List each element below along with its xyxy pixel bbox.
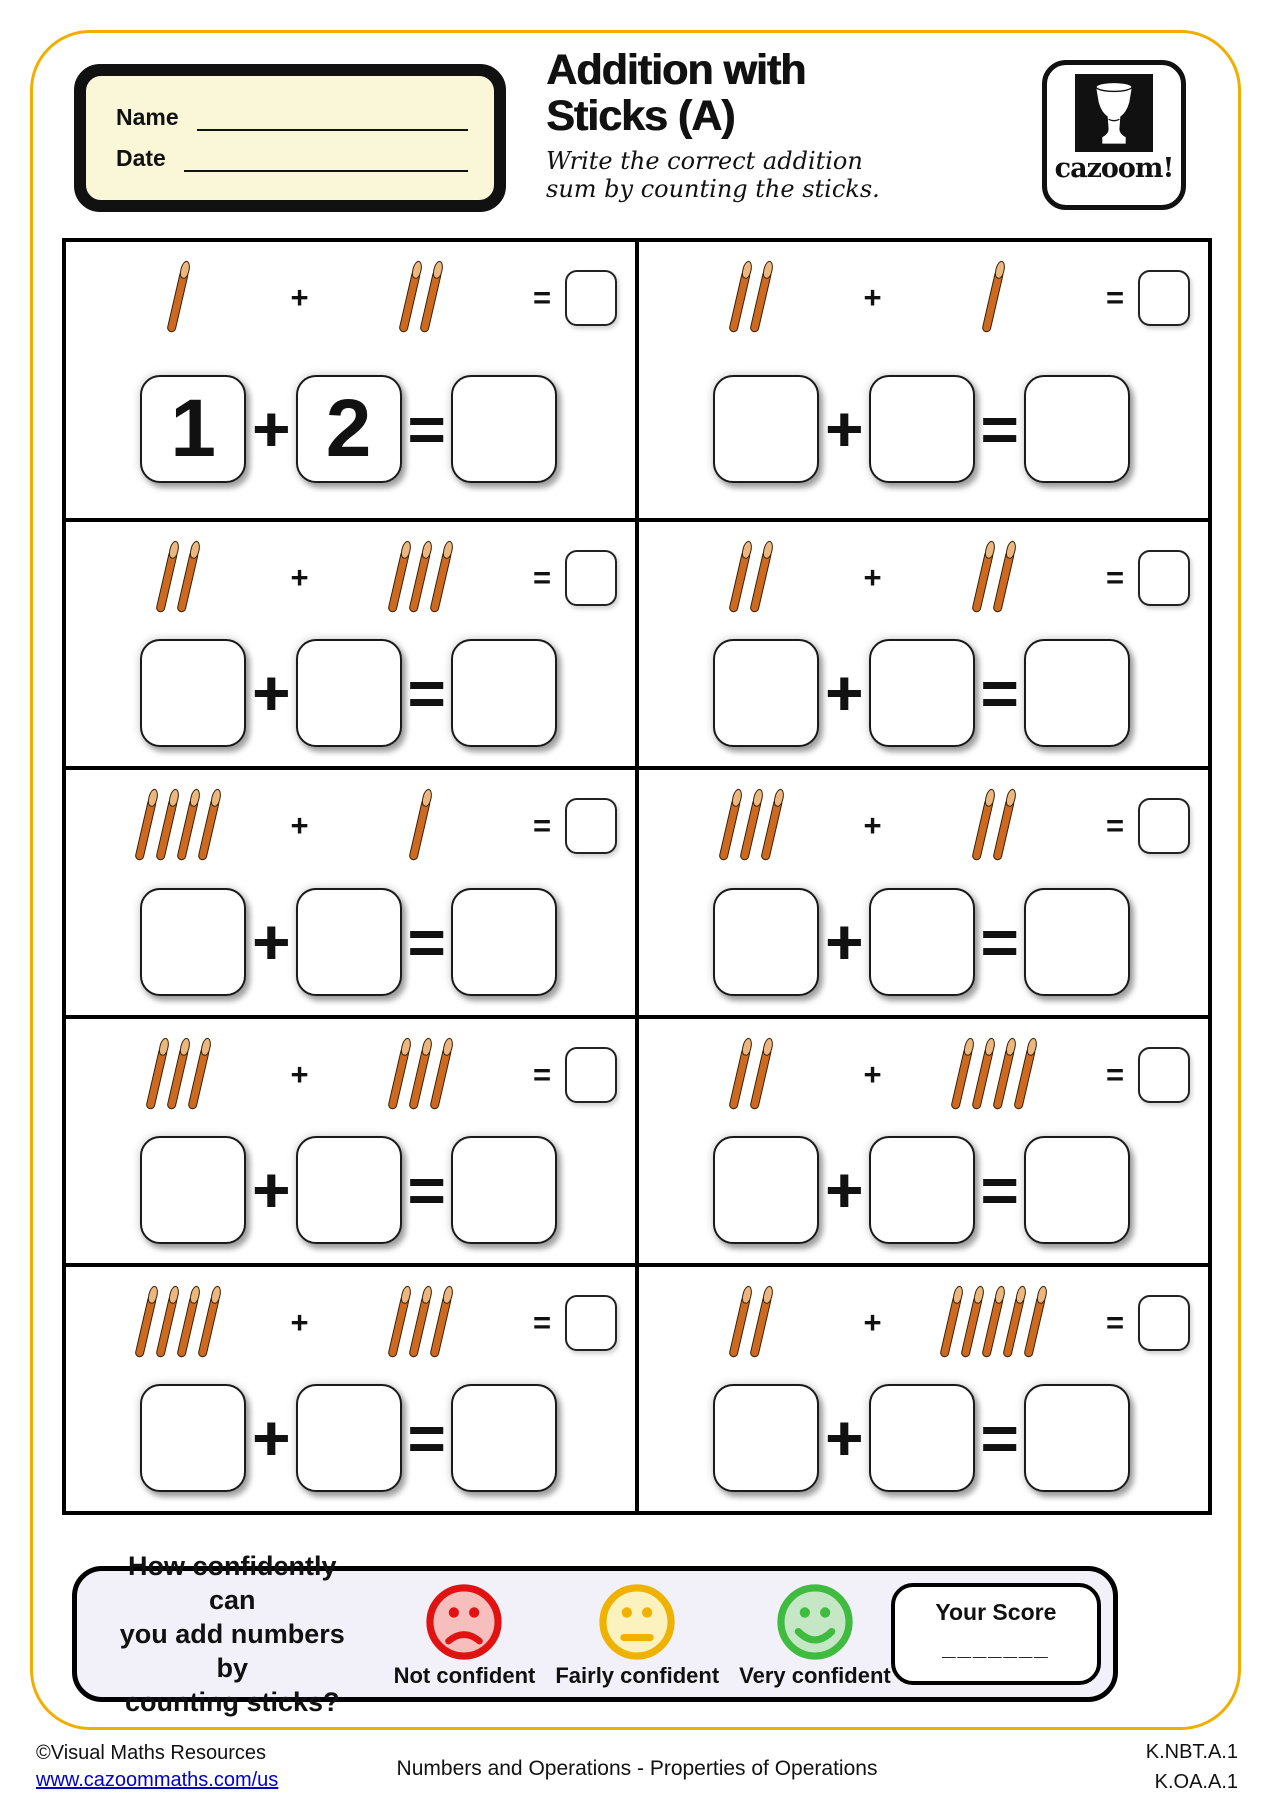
addend-b-sticks [896,1286,1093,1360]
sticks-answer-box[interactable] [565,1047,617,1103]
problem-cell-6 [637,768,1210,1017]
number-box-filled: 2 [296,375,402,483]
number-equation [653,874,1190,1009]
number-box-empty[interactable] [296,888,402,996]
problem-cell-7 [64,1017,637,1265]
plus-sign: + [863,560,882,595]
equals-sign: = [407,393,445,465]
sad-face-icon [421,1579,507,1665]
addend-a-sticks [80,789,277,863]
equals-sign: = [407,1154,445,1226]
confidence-options [394,1579,891,1689]
equals-sign: = [980,657,1018,729]
sticks-equation [80,778,617,874]
sticks-answer-box[interactable] [1138,1295,1190,1351]
problem-cell-9 [64,1265,637,1513]
equals-sign: = [980,905,1018,978]
number-box-empty[interactable] [713,639,819,747]
sticks-answer-box[interactable] [565,550,617,606]
number-equation [653,626,1190,760]
score-blank-line[interactable]: _______ [942,1634,1050,1661]
stick-icon [406,788,435,863]
number-box-empty[interactable] [713,1384,819,1492]
addend-a-sticks [653,541,850,615]
number-box-empty[interactable] [140,1384,246,1492]
plus-sign: + [290,560,309,595]
stick-icon [979,260,1008,335]
number-equation [80,874,617,1009]
plus-sign: + [863,280,882,315]
sticks-answer-box[interactable] [565,798,617,854]
problem-cell-5 [64,768,637,1017]
equals-sign: = [980,1154,1018,1226]
standard-code-1: K.NBT.A.1 [1145,1741,1238,1763]
addend-b-sticks [323,541,520,615]
logo-wordmark: cazoom! [1054,153,1174,184]
number-box-empty[interactable] [296,1384,402,1492]
number-box-empty[interactable] [1024,1384,1130,1492]
number-box-empty[interactable] [296,639,402,747]
name-label: Name [116,104,179,130]
plus-sign: + [252,1402,290,1474]
plus-sign: + [290,1305,309,1340]
plus-sign: + [252,657,290,729]
number-box-empty[interactable] [140,639,246,747]
number-box-empty[interactable] [869,639,975,747]
sticks-equation [653,778,1190,874]
addend-a-sticks [80,1038,277,1112]
problems-grid [62,238,1212,1515]
addend-a-sticks [653,789,850,863]
addend-b-sticks [323,1038,520,1112]
number-box-empty[interactable] [1024,375,1130,483]
confidence-option-neutral[interactable] [555,1579,719,1689]
confidence-label: Very confident [739,1663,891,1688]
standard-code-2: K.OA.A.1 [1154,1771,1238,1793]
plus-sign: + [825,393,863,465]
problem-cell-4 [637,520,1210,768]
plus-sign: + [290,280,309,315]
number-box-empty[interactable] [451,1136,557,1244]
page-title-line-1: Addition with [546,46,806,94]
addend-a-sticks [80,261,277,335]
equals-sign: = [407,1402,445,1474]
plus-sign: + [863,808,882,843]
addend-b-sticks [323,261,520,335]
title-block [546,48,946,204]
equals-sign: = [1105,560,1125,595]
score-box [891,1583,1101,1685]
confidence-option-sad[interactable] [394,1579,536,1689]
problem-cell-2 [637,240,1210,520]
name-input-line[interactable] [197,105,468,131]
instructions-line-1: Write the correct addition [546,147,863,176]
number-box-empty[interactable] [296,1136,402,1244]
copyright-text: ©Visual Maths Resources [36,1742,267,1764]
problem-cell-3 [64,520,637,768]
equals-sign: = [1105,808,1125,843]
neutral-face-icon [594,1579,680,1665]
equals-sign: = [407,657,445,729]
addend-a-sticks [653,261,850,335]
sticks-equation [80,530,617,626]
number-box-empty[interactable] [869,1136,975,1244]
number-equation [80,626,617,760]
footer-topic: Numbers and Operations - Properties of Operations [396,1757,878,1780]
addend-b-sticks [896,261,1093,335]
number-box-empty[interactable] [140,888,246,996]
equals-sign: = [980,1402,1018,1474]
problem-cell-8 [637,1017,1210,1265]
addend-a-sticks [80,1286,277,1360]
problem-cell-10 [637,1265,1210,1513]
equals-sign: = [980,393,1018,465]
confidence-label: Not confident [393,1663,536,1688]
addend-a-sticks [653,1038,850,1112]
equals-sign: = [1105,280,1125,315]
plus-sign: + [252,905,290,978]
sticks-equation [653,1027,1190,1123]
sticks-answer-box[interactable] [1138,550,1190,606]
equals-sign: = [532,808,552,843]
number-box-empty[interactable] [451,375,557,483]
plus-sign: + [863,1057,882,1092]
sticks-equation [80,250,617,346]
number-equation [653,1371,1190,1505]
instructions-line-2: sum by counting the sticks. [546,175,880,204]
instructions [546,147,946,204]
plus-sign: + [863,1305,882,1340]
name-date-box [74,64,506,212]
sticks-equation [80,1027,617,1123]
sticks-equation [653,530,1190,626]
cazoom-logo [1042,60,1186,210]
equals-sign: = [532,1057,552,1092]
sticks-equation [653,1275,1190,1371]
addend-b-sticks [896,541,1093,615]
addend-b-sticks [323,789,520,863]
number-box-empty[interactable] [1024,1136,1130,1244]
number-box-empty[interactable] [869,1384,975,1492]
number-box-empty[interactable] [451,1384,557,1492]
addend-b-sticks [896,789,1093,863]
number-box-empty[interactable] [869,888,975,996]
date-input-line[interactable] [184,146,468,172]
plus-sign: + [290,808,309,843]
confidence-option-happy[interactable] [739,1579,891,1689]
sticks-equation [80,1275,617,1371]
confidence-label: Fairly confident [555,1663,720,1688]
footer-standards [1146,1737,1238,1797]
number-equation [653,346,1190,512]
page-title-line-2: Sticks (A) [546,91,735,140]
equals-sign: = [1105,1305,1125,1340]
addend-b-sticks [896,1038,1093,1112]
sticks-answer-box[interactable] [1138,270,1190,326]
number-box-empty[interactable] [451,639,557,747]
djembe-drum-icon [1075,74,1153,152]
number-box-empty[interactable] [1024,888,1130,996]
number-equation [80,346,617,512]
number-box-empty[interactable] [713,888,819,996]
problem-cell-1 [64,240,637,520]
addend-a-sticks [80,541,277,615]
confidence-section [72,1550,1118,1718]
plus-sign: + [825,657,863,729]
plus-sign: + [825,905,863,978]
addend-b-sticks [323,1286,520,1360]
equals-sign: = [532,1305,552,1340]
sticks-equation [653,250,1190,346]
sticks-answer-box[interactable] [565,1295,617,1351]
number-box-empty[interactable] [1024,639,1130,747]
happy-face-icon [772,1579,858,1665]
equals-sign: = [532,560,552,595]
date-label: Date [116,145,166,171]
number-box-empty[interactable] [713,1136,819,1244]
number-equation [80,1123,617,1257]
sticks-answer-box[interactable] [1138,1047,1190,1103]
number-box-empty[interactable] [713,375,819,483]
plus-sign: + [825,1402,863,1474]
number-box-empty[interactable] [140,1136,246,1244]
equals-sign: = [1105,1057,1125,1092]
number-equation [653,1123,1190,1257]
plus-sign: + [825,1154,863,1226]
equals-sign: = [532,280,552,315]
stick-icon [164,260,193,335]
plus-sign: + [252,393,290,465]
plus-sign: + [252,1154,290,1226]
sticks-answer-box[interactable] [565,270,617,326]
number-box-empty[interactable] [451,888,557,996]
name-date-box-inner [83,73,497,203]
equals-sign: = [407,905,445,978]
confidence-question: How confidently can you add numbers by counting sticks? [119,1550,345,1718]
score-label: Your Score [935,1599,1057,1625]
number-box-filled: 1 [140,375,246,483]
website-link[interactable]: www.cazoommaths.com/us [36,1769,279,1791]
number-box-empty[interactable] [869,375,975,483]
sticks-answer-box[interactable] [1138,798,1190,854]
number-equation [80,1371,617,1505]
addend-a-sticks [653,1286,850,1360]
plus-sign: + [290,1057,309,1092]
